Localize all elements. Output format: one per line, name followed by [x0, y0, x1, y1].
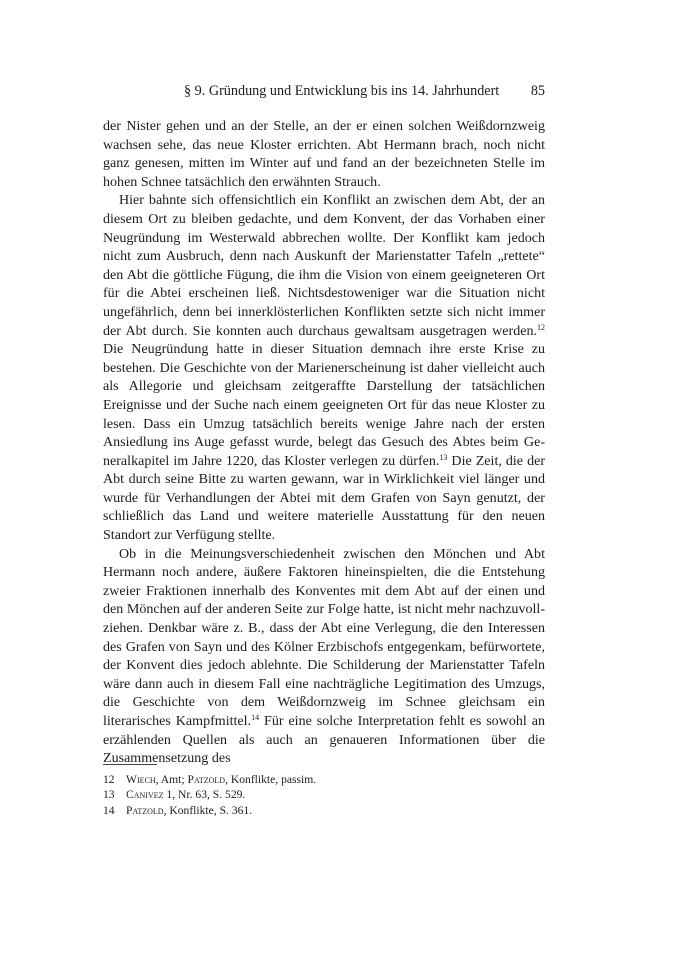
footnote-14: [103, 803, 545, 818]
running-head: [103, 83, 545, 103]
footnote-number: 14: [103, 803, 115, 817]
footnote-number: 12: [103, 773, 115, 786]
footnote-divider: [103, 764, 157, 765]
paragraph-3-text-b: Für eine solche Interpretation fehlt es sowohl an erzählenden Quellen als auch an genaueren Informationen über die Zusammensetzung des: [103, 713, 545, 767]
footnote-author: Patzold: [126, 803, 164, 817]
paragraph-1-text: der Nister gehen und an der Stelle, an der er einen solchen Weißdornzweig wachsen sehe, das neue Kloster errichten. Abt Hermann brach, noch nicht ganz genesen, mitten im Winter auf und fand an der bezeichneten Stelle im hohen Schnee tatsächlich den erwähnten Strauch.: [103, 118, 545, 190]
paragraph-2: [103, 191, 545, 544]
footnote-text-part: , Amt;: [155, 773, 188, 786]
footnote-text: [126, 787, 245, 802]
page-number: 85: [530, 83, 545, 99]
footnote-ref-14: 14: [251, 713, 260, 722]
footnote-12: [103, 772, 545, 787]
footnote-13: [103, 787, 545, 802]
paragraph-3-text-a: Ob in die Meinungsverschiedenheit zwischen den Mönchen und Abt Hermann noch andere, äußere Faktoren hineinspielten, die die Entstehung zweier Fraktionen innerhalb des Konventes mit dem Abt auf der einen und den Mönchen auf der anderen Seite zur Folge hatte, ist nicht mehr nachzuvollziehen. Denkbar wäre z. B., dass der Abt eine Verlegung, die den Interessen des Grafen von Sayn und des Kölner Erzbischofs entgegenkam, befürwortete, der Konvent dies jedoch ablehnte. Die Schilderung der Marienstatter Tafeln wäre dann auch in diesem Fall eine nachträgliche Legitimation des Umzugs, die Geschichte von dem Weißdornzweig im Schnee gleichsam ein literarisches Kampfmittel.: [103, 545, 545, 729]
footnotes: [103, 772, 545, 818]
footnote-text-part: , Konflikte, S. 361.: [163, 803, 253, 817]
running-head-title: § 9. Gründung und Entwicklung bis ins 14. Jahrhundert: [184, 83, 500, 99]
footnote-ref-12: 12: [537, 322, 545, 332]
footnote-text-part: 1, Nr. 63, S. 529.: [163, 788, 246, 802]
footnote-ref-13: 13: [439, 452, 448, 462]
footnote-author: Wiech: [126, 773, 156, 786]
paragraph-3: [103, 545, 545, 768]
footnote-text: [126, 772, 316, 787]
paragraph-2-text-a: Hier bahnte sich offensichtlich ein Konflikt an zwischen dem Abt, der an diesem Ort zu bleiben gedachte, und dem Konvent, der das Vorhaben einer Neugründung im Westerwald abbrechen wollte. Der Konflikt kam jedoch nicht zum Ausbruch, denn nach Auskunft der Marienstatter Tafeln „rettete“ den Abt die göttliche Fügung, die ihm die Vision von einem geeigneteren Ort für die Abtei erscheinen ließ. Nichtsdestoweniger war die Situation nicht ungefährlich, denn bei innerklösterlichen Konflikten setzte sich nicht immer der Abt durch. Sie konnten auch durchaus gewaltsam ausgetragen werden.: [103, 192, 545, 339]
footnote-number: 13: [103, 788, 115, 802]
body-text: [103, 117, 545, 768]
footnote-text-part: , Konflikte, passim.: [225, 773, 317, 786]
paragraph-2-text-b: Die Neugründung hatte in dieser Situation demnach ihre erste Krise zu bestehen. Die Geschichte von der Marienerscheinung ist daher vielleicht auch als Allegorie und gleichsam zeitgeraffte Darstellung der tatsächlichen Ereignisse und der Suche nach einem geeigneten Ort für das neue Kloster zu lesen. Dass ein Umzug tatsächlich bereits wenige Jahre nach der ersten Ansiedlung ins Auge gefasst wurde, belegt das Gesuch des Abtes beim Generalkapitel im Jahre 1220, das Kloster verlegen zu dürfen.: [103, 341, 545, 469]
footnote-author: Canivez: [126, 788, 164, 802]
footnote-text: [126, 803, 252, 818]
footnote-author: Patzold: [187, 773, 226, 786]
paragraph-1: [103, 117, 545, 191]
paragraph-2-text-c: Die Zeit, die der Abt durch seine Bitte zu warten gewann, war in Wirklichkeit viel länger und wurde für Verhandlungen der Abtei mit dem Grafen von Sayn genutzt, der schließlich das Land und weitere materielle Ausstattung für den neuen Standort zur Verfügung stellte.: [103, 452, 545, 544]
